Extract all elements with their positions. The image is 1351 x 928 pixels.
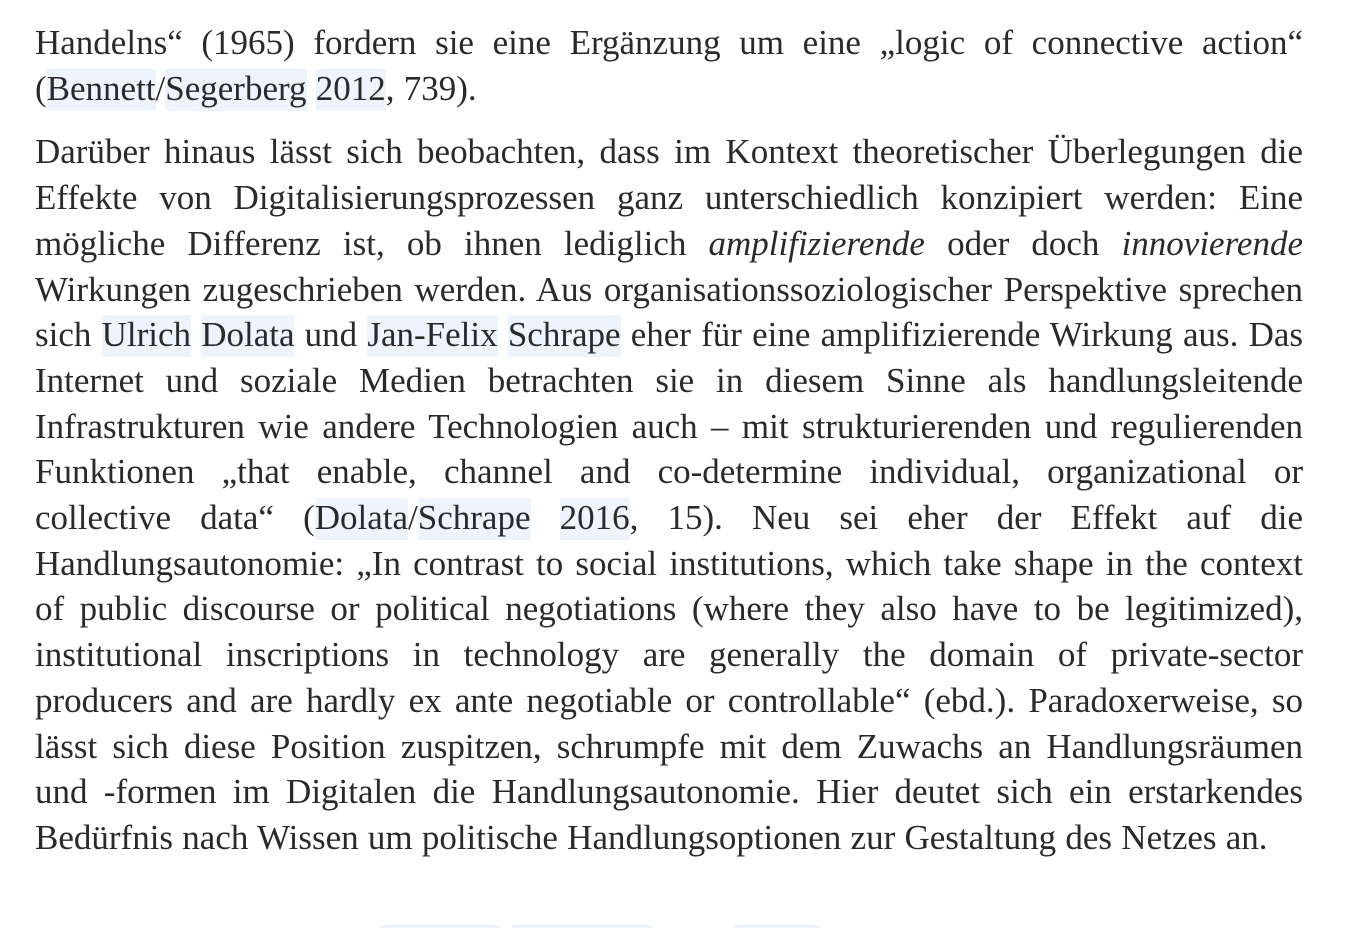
term-amplifizierende: amplifizierende [708,223,925,263]
paragraph-1: Handelns“ (1965) fordern sie eine Ergänzung um eine „logic of connective action“ (Bennett/Segerberg 2012, 739). [35,23,1303,108]
citation-author-bennett[interactable]: Bennett [46,68,156,108]
person-link-ulrich[interactable]: Ulrich [101,315,191,355]
citation-author-schrape[interactable]: Schrape [417,498,531,538]
citation-author-segerberg[interactable]: Segerberg [165,68,307,108]
citation-year-2012[interactable]: 2012 [315,68,386,108]
citation-year-2016[interactable]: 2016 [559,498,630,538]
term-innovierende: innovierende [1121,223,1303,263]
document-page [35,20,1303,861]
citation-author-dolata[interactable]: Dolata [314,498,409,538]
person-link-schrape[interactable]: Schrape [507,315,621,355]
person-link-jan-felix[interactable]: Jan-Felix [367,315,498,355]
person-link-dolata[interactable]: Dolata [201,315,295,355]
paragraph-2: Darüber hinaus lässt sich beobachten, dass im Kontext theoretischer Überlegungen die Effekte von Digitalisierungsprozessen ganz unterschiedlich konzipiert werden: Eine mögliche Differenz ist, ob ihnen lediglich amplifizierende oder doch innovierende Wirkungen zugeschrieben werden. Aus organisationssoziologischer Perspektive sprechen sich Ulrich Dolata und Jan-Felix Schrape eher für eine amplifizierende Wirkung aus. Das Internet und soziale Medien betrachten sie in diesem Sinne als handlungsleitende Infrastrukturen wie andere Technologien auch – mit strukturierenden und regulierenden Funktionen „that enable, channel and co-determine individual, organizational or collective data“ (Dolata/Schrape 2016, 15). Neu sei eher der Effekt auf die Handlungsautonomie: „In contrast to social institutions, which take shape in the context of public discourse or political negotiations (where they also have to be legitimized), institutional inscriptions in technology are generally the domain of private-sector producers and are hardly ex ante negotiable or controllable“ (ebd.). Paradoxerweise, so lässt sich diese Position zuspitzen, schrumpfe mit dem Zuwachs an Handlungsräumen und -formen im Digitalen die Handlungsautonomie. Hier deutet sich ein erstarkendes Bedürfnis nach Wissen um politische Handlungsoptionen zur Gestaltung des Netzes an. [35,132,1304,857]
